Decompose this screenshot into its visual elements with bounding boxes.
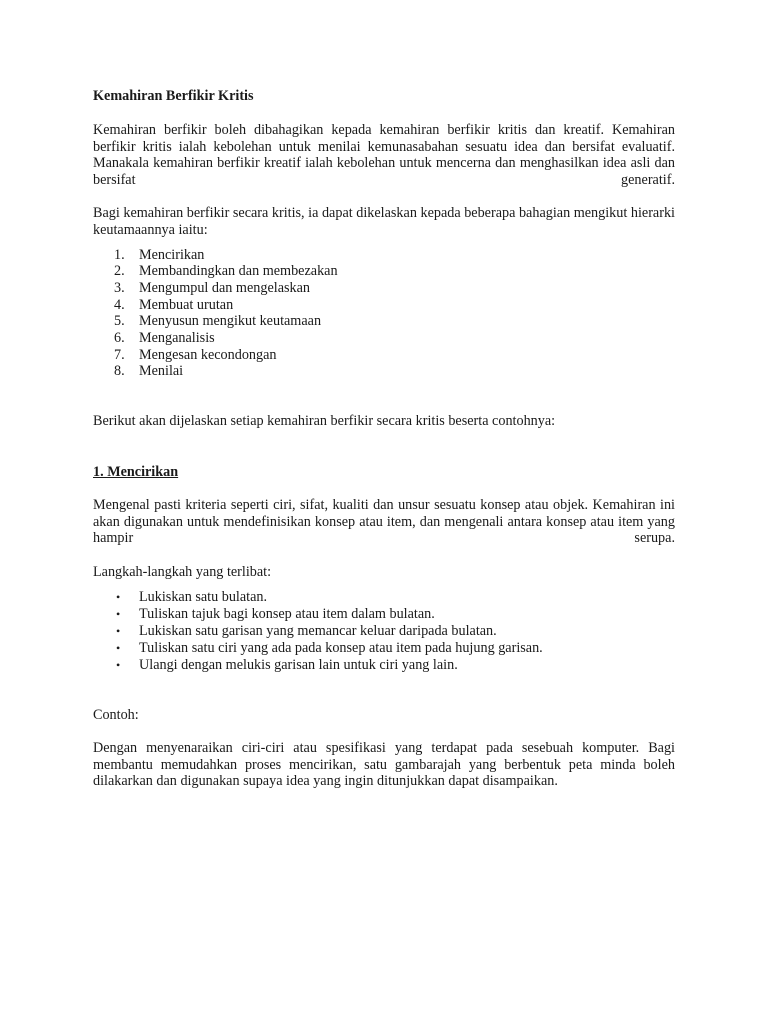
intro-paragraph: Kemahiran berfikir boleh dibahagikan kepada kemahiran berfikir kritis dan kreatif. Kemahiran berfikir kritis ialah kebolehan untuk menilai kemunasabahan sesuatu idea dan bersifat evaluatif. Manakala kemahiran berfikir kreatif ialah kebolehan untuk mencerna dan menghasilkan idea asli dan bersifat generatif. xyxy=(93,122,675,188)
list-item: • Tuliskan tajuk bagi konsep atau item dalam bulatan. xyxy=(116,605,435,622)
list-item: 2. Membandingkan dan membezakan xyxy=(114,263,338,280)
document-body xyxy=(93,88,675,807)
list-item: • Tuliskan satu ciri yang ada pada konsep atau item pada hujung garisan. xyxy=(116,639,543,656)
bullet-icon: • xyxy=(116,606,121,621)
document-title: Kemahiran Berfikir Kritis xyxy=(93,88,254,104)
bullet-icon: • xyxy=(116,657,121,672)
list-item: 8. Menilai xyxy=(114,363,184,380)
section-definition: Mengenal pasti kriteria seperti ciri, sifat, kualiti dan unsur sesuatu konsep atau objek. Kemahiran ini akan digunakan untuk mendefinisikan konsep atau item, dan mengenali antara konsep atau item yang hampir serupa. xyxy=(93,497,675,547)
hierarchy-paragraph: Bagi kemahiran berfikir secara kritis, ia dapat dikelaskan kepada beberapa bahagian mengikut hierarki keutamaannya iaitu: xyxy=(93,205,675,238)
list-item: • Ulangi dengan melukis garisan lain untuk ciri yang lain. xyxy=(116,656,458,673)
bullet-icon: • xyxy=(116,589,121,604)
list-item: • Lukiskan satu bulatan. xyxy=(116,588,268,605)
list-item: • Lukiskan satu garisan yang memancar keluar daripada bulatan. xyxy=(116,622,497,639)
explain-intro: Berikut akan dijelaskan setiap kemahiran berfikir secara kritis beserta contohnya: xyxy=(93,413,556,430)
list-item: 6. Menganalisis xyxy=(114,330,215,346)
list-item: 3. Mengumpul dan mengelaskan xyxy=(114,279,310,296)
steps-intro: Langkah-langkah yang terlibat: xyxy=(93,564,272,581)
example-paragraph: Dengan menyenaraikan ciri-ciri atau spesifikasi yang terdapat pada sesebuah komputer. Bagi membantu memudahkan proses mencirikan, satu gambarajah yang berbentuk peta minda boleh dilakarkan dan digunakan supaya idea yang ingin ditunjukkan dapat disampaikan. xyxy=(93,740,675,790)
list-item: 7. Mengesan kecondongan xyxy=(114,346,277,363)
section-heading: 1. Mencirikan xyxy=(93,463,179,480)
list-item: 5. Menyusun mengikut keutamaan xyxy=(114,313,322,330)
list-item: 4. Membuat urutan xyxy=(114,296,234,313)
bullet-icon: • xyxy=(116,640,121,655)
example-label: Contoh: xyxy=(93,706,139,723)
bullet-icon: • xyxy=(116,623,121,638)
skills-list xyxy=(93,247,675,381)
list-item: 1. Mencirikan xyxy=(114,246,205,263)
steps-list xyxy=(93,589,675,674)
